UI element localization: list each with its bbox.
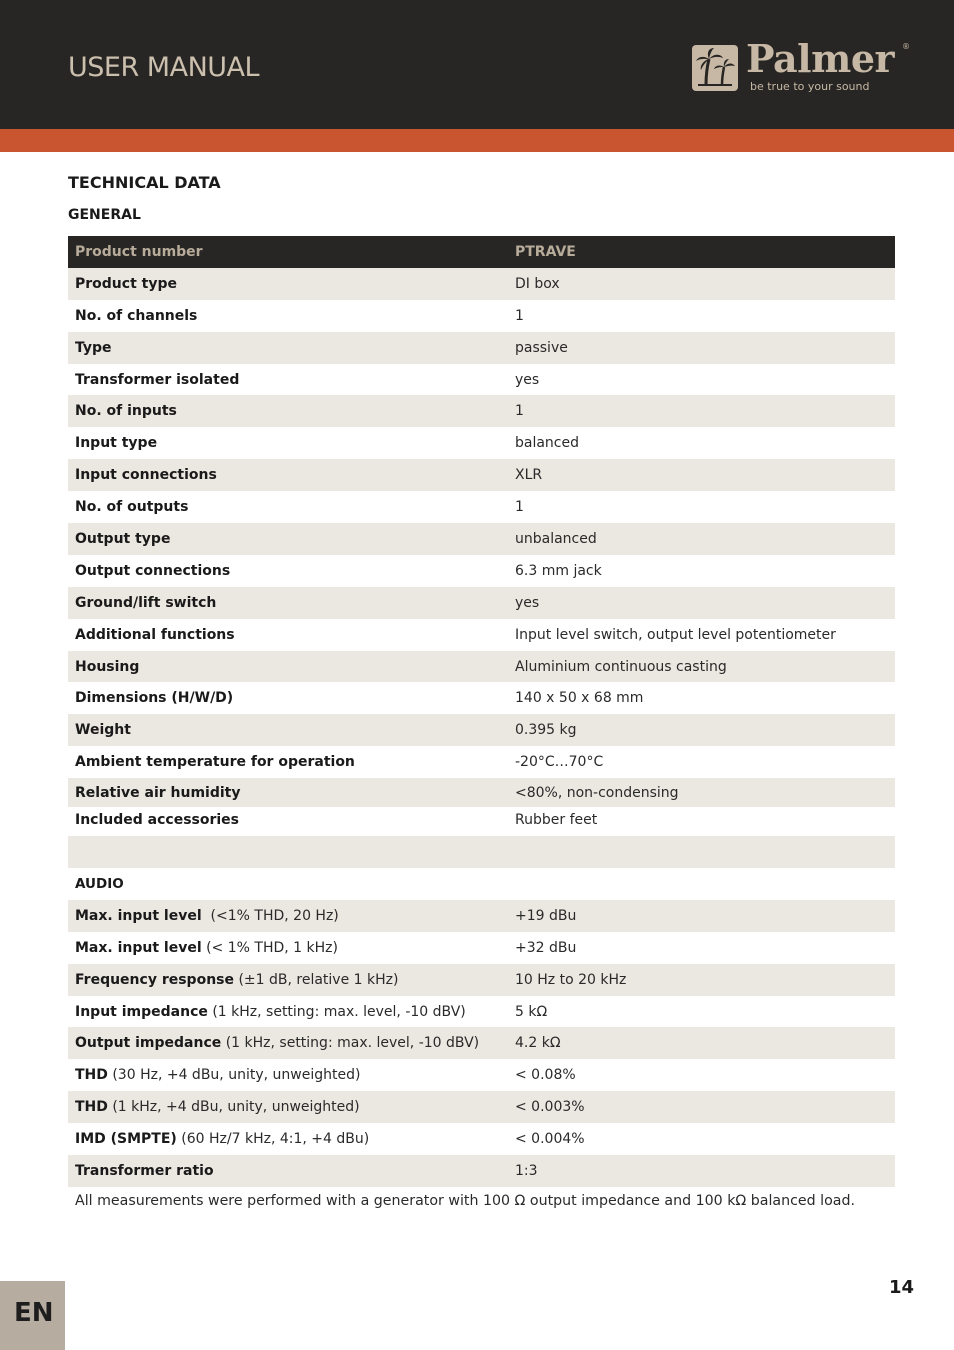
language-tab (0, 1281, 65, 1350)
row-note: (±1 dB, relative 1 kHz) (238, 971, 399, 988)
row-value: 10 Hz to 20 kHz (515, 971, 627, 988)
row-note: (< 1% THD, 1 kHz) (206, 939, 338, 956)
table-row (68, 491, 895, 523)
table-row (68, 268, 895, 300)
row-value: Input level switch, output level potentiometer (515, 626, 836, 643)
audio-subtitle: AUDIO (75, 875, 124, 892)
table-row (68, 619, 895, 651)
row-value: Rubber feet (515, 812, 598, 829)
table-row (68, 364, 895, 396)
palm-tree-icon (692, 45, 738, 91)
table-row (68, 900, 895, 932)
row-key: Frequency response (75, 971, 234, 988)
table-row (68, 459, 895, 491)
palmer-logo (692, 36, 914, 96)
table-row (68, 1027, 895, 1059)
row-value: +19 dBu (515, 907, 577, 924)
row-key: THD (75, 1067, 108, 1084)
logo-tagline: be true to your sound (750, 80, 870, 93)
row-value: yes (515, 371, 540, 388)
row-value: <80%, non-condensing (515, 784, 679, 801)
spec-table (68, 236, 895, 1187)
table-row (68, 523, 895, 555)
row-key: Housing (75, 658, 140, 675)
row-value: 1 (515, 403, 524, 420)
row-note: (30 Hz, +4 dBu, unity, unweighted) (112, 1067, 361, 1084)
row-note: (1 kHz, +4 dBu, unity, unweighted) (112, 1099, 360, 1116)
table-row (68, 807, 895, 836)
table-row (68, 651, 895, 683)
row-value: Aluminium continuous casting (515, 658, 727, 675)
table-row (68, 587, 895, 619)
row-value: < 0.004% (515, 1131, 585, 1148)
table-row (68, 932, 895, 964)
row-key: Product type (75, 275, 177, 292)
table-row (68, 964, 895, 996)
table-row (68, 300, 895, 332)
row-key: IMD (SMPTE) (75, 1131, 177, 1148)
row-key: Max. input level (75, 939, 202, 956)
row-value: < 0.08% (515, 1067, 576, 1084)
row-value: 5 kΩ (515, 1003, 548, 1020)
row-key: Ground/lift switch (75, 594, 217, 611)
row-value: 1 (515, 307, 524, 324)
table-row (68, 682, 895, 714)
page-number: 14 (889, 1277, 915, 1298)
row-key: No. of inputs (75, 403, 177, 420)
row-key: Weight (75, 722, 131, 739)
row-key: Ambient temperature for operation (75, 754, 355, 771)
table-row (68, 395, 895, 427)
row-value: XLR (515, 467, 543, 484)
logo-wordmark: Palmer (746, 36, 895, 81)
row-note: (60 Hz/7 kHz, 4:1, +4 dBu) (181, 1131, 370, 1148)
header-key: Product number (75, 243, 203, 260)
row-value: +32 dBu (515, 939, 577, 956)
row-key: Output impedance (75, 1035, 222, 1052)
row-value: 6.3 mm jack (515, 562, 602, 579)
row-value: 0.395 kg (515, 722, 577, 739)
table-row (68, 1123, 895, 1155)
row-value: -20°C…70°C (515, 754, 604, 771)
row-key: Max. input level (75, 907, 202, 924)
document-title: USER MANUAL (68, 52, 260, 83)
row-value: < 0.003% (515, 1099, 585, 1116)
table-row (68, 714, 895, 746)
row-key: Input impedance (75, 1003, 208, 1020)
row-value: 1 (515, 499, 524, 516)
row-key: Additional functions (75, 626, 235, 643)
section-title: TECHNICAL DATA (68, 173, 221, 192)
row-key: Input connections (75, 467, 217, 484)
row-key: Output type (75, 530, 171, 547)
table-row (68, 427, 895, 459)
table-row (68, 555, 895, 587)
table-row (68, 332, 895, 364)
row-key: Transformer isolated (75, 371, 240, 388)
row-key: Type (75, 339, 112, 356)
measurement-footnote: All measurements were performed with a generator with 100 Ω output impedance and 100 kΩ balanced load. (75, 1193, 855, 1209)
row-note: (1 kHz, setting: max. level, -10 dBV) (212, 1003, 466, 1020)
row-value: balanced (515, 435, 580, 452)
registered-mark: ® (902, 42, 910, 51)
row-value: 4.2 kΩ (515, 1035, 561, 1052)
row-note: (<1% THD, 20 Hz) (210, 907, 339, 924)
row-key: Output connections (75, 562, 231, 579)
table-row (68, 1155, 895, 1187)
audio-section-row (68, 868, 895, 900)
general-subtitle: GENERAL (68, 207, 141, 223)
row-key: THD (75, 1099, 108, 1116)
table-row (68, 996, 895, 1028)
row-value: 140 x 50 x 68 mm (515, 690, 644, 707)
row-key: No. of channels (75, 307, 198, 324)
table-row (68, 778, 895, 807)
accent-band (0, 129, 954, 152)
row-value: passive (515, 339, 568, 356)
table-row (68, 1091, 895, 1123)
row-note: (1 kHz, setting: max. level, -10 dBV) (225, 1035, 480, 1052)
spacer-row (68, 836, 895, 868)
table-row (68, 1059, 895, 1091)
row-value: yes (515, 594, 540, 611)
header-value: PTRAVE (515, 243, 576, 260)
language-label: EN (14, 1298, 54, 1328)
table-header-row (68, 236, 895, 268)
row-value: 1:3 (515, 1162, 538, 1179)
page-header (0, 0, 954, 129)
row-value: unbalanced (515, 530, 597, 547)
table-row (68, 746, 895, 778)
row-key: Input type (75, 435, 158, 452)
row-key: Included accessories (75, 812, 240, 829)
row-value: DI box (515, 275, 560, 292)
row-key: Dimensions (H/W/D) (75, 690, 234, 707)
row-key: No. of outputs (75, 499, 189, 516)
row-key: Transformer ratio (75, 1162, 214, 1179)
row-key: Relative air humidity (75, 784, 241, 801)
